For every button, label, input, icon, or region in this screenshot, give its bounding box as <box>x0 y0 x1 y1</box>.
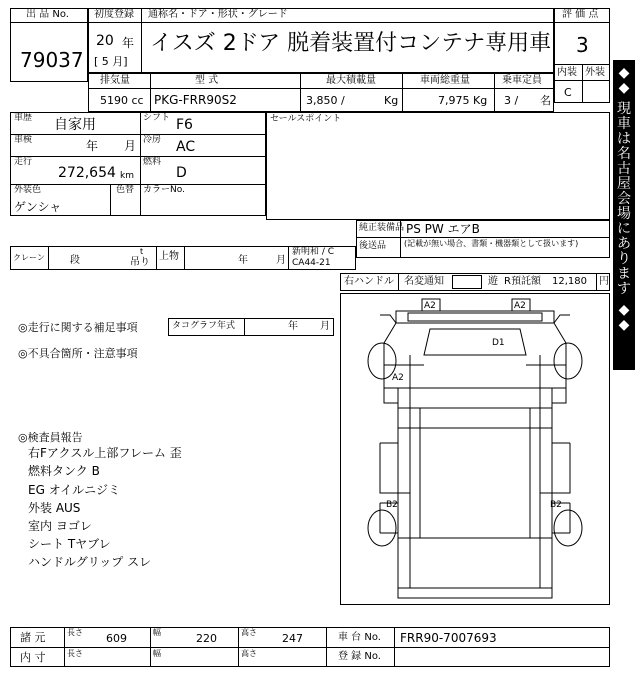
inspection-year: 年 <box>86 139 99 153</box>
interior-dims-label: 内 寸 <box>20 651 46 664</box>
banner-char: は <box>617 131 631 147</box>
sales-points-label: セールスポイント <box>270 114 342 124</box>
capacity-label: 乗車定員 <box>502 75 542 86</box>
interior-width-label: 幅 <box>153 649 161 658</box>
recycle-label: R預託額 <box>504 276 541 287</box>
inspector-item: 室内 ヨゴレ <box>28 519 92 533</box>
shift-value: F6 <box>176 117 193 133</box>
dims-label: 諸 元 <box>20 631 46 644</box>
capacity-value: 3 / <box>504 94 519 107</box>
chassis-value: FRR90-7007693 <box>400 631 497 645</box>
length-label: 長さ <box>67 628 83 637</box>
model-code-value: PKG-FRR90S2 <box>154 93 237 107</box>
steering-value: 右ハンドル <box>344 276 394 287</box>
inspection-month: 月 <box>124 139 137 153</box>
ac-label: 冷房 <box>143 135 162 145</box>
chassis-label: 車 台 No. <box>338 632 381 643</box>
lift-year: 年 <box>238 255 248 266</box>
inspector-item: 右Fアクスル上部フレーム 歪 <box>28 446 182 460</box>
location-banner <box>613 60 635 370</box>
driving-notes-label: ◎走行に関する補足事項 <box>18 321 138 334</box>
history-value: 自家用 <box>54 117 96 133</box>
banner-char: ま <box>617 266 631 282</box>
recycle-unit: 円 <box>599 276 609 287</box>
damage-mark: A2 <box>424 301 436 311</box>
color-value: ゲンシャ <box>14 200 62 214</box>
reg-no-label: 登 録 No. <box>338 651 381 662</box>
equipment-label: 純正装備品 <box>359 223 405 233</box>
score-label: 評 価 点 <box>562 9 599 20</box>
name-change-field <box>452 275 482 289</box>
height-label: 高さ <box>241 628 257 637</box>
reg-month: [ 5 月] <box>94 55 128 68</box>
fuel-label: 燃料 <box>143 157 162 167</box>
ac-value: AC <box>176 139 196 155</box>
max-load-label: 最大積載量 <box>326 75 376 86</box>
height-value: 247 <box>282 632 303 645</box>
crane-label: クレーン <box>13 253 45 262</box>
interior-grade: C <box>564 86 572 99</box>
truck-top-view-diagram <box>340 293 610 605</box>
banner-char: 場 <box>617 206 631 222</box>
gross-weight-label: 車両総重量 <box>420 75 470 86</box>
damage-mark: A2 <box>514 301 526 311</box>
inspector-item: シート Tヤブレ <box>28 537 111 551</box>
exterior-label: 外装 <box>585 67 605 78</box>
banner-char: ◆ <box>618 65 630 81</box>
aftermarket-label: 後送品 <box>359 241 387 251</box>
banner-char: あ <box>617 236 631 252</box>
fuel-value: D <box>176 165 187 181</box>
displacement-value: 5190 cc <box>100 94 144 107</box>
tacho-label: タコグラフ年式 <box>172 321 236 331</box>
banner-char: り <box>617 251 631 267</box>
lot-no-label: 出 品 No. <box>26 9 69 20</box>
lift-label: 上物 <box>159 251 179 262</box>
mileage-label: 走行 <box>14 157 33 167</box>
shift-label: シフト <box>143 113 171 123</box>
damage-mark: D1 <box>492 338 505 348</box>
banner-char: 会 <box>617 191 631 207</box>
capacity-unit: 名 <box>540 94 551 107</box>
reg-year-unit: 年 <box>122 36 135 50</box>
vehicle-name: イスズ 2ドア 脱着装置付コンテナ専用車 <box>150 31 552 56</box>
transfer-label: 遊 <box>488 276 498 287</box>
banner-char: 屋 <box>617 176 631 192</box>
lot-no-value: 79037 <box>20 48 84 72</box>
mileage-unit: km <box>120 171 134 181</box>
inspection-label: 車検 <box>14 135 33 145</box>
interior-height-label: 高さ <box>241 649 257 658</box>
damage-mark: B2 <box>550 500 562 510</box>
gross-weight-value: 7,975 Kg <box>438 94 488 107</box>
recycle-amount: 12,180 <box>552 276 587 287</box>
color-label: 外装色 <box>14 185 42 195</box>
sales-points-box <box>266 112 610 220</box>
damage-mark: A2 <box>392 373 404 383</box>
inspector-item: ハンドルグリップ スレ <box>28 555 152 569</box>
interior-label: 内装 <box>557 67 577 78</box>
aftermarket-note: (記載が無い場合、書類・機器類として扱います) <box>404 239 579 248</box>
mileage-value: 272,654 <box>58 165 116 181</box>
width-label: 幅 <box>153 628 161 637</box>
banner-char: ◆ <box>618 80 630 96</box>
banner-char: す <box>617 281 631 297</box>
crane-hook: 吊り <box>130 257 150 268</box>
displacement-label: 排気量 <box>100 75 130 86</box>
banner-char: ◆ <box>618 302 630 318</box>
lift-month: 月 <box>276 255 286 266</box>
model-code-label: 型 式 <box>195 75 219 86</box>
tacho-year: 年 <box>288 321 298 332</box>
model-label: 通称名・ドア・形状・グレード <box>148 9 288 20</box>
width-value: 220 <box>196 632 217 645</box>
banner-char: 現 <box>617 101 631 117</box>
crane-stage: 段 <box>70 255 80 266</box>
lift-model: CA44-21 <box>292 258 331 268</box>
banner-char: に <box>617 221 631 237</box>
equipment-value: PS PW エアB <box>406 222 480 236</box>
max-load-unit: Kg <box>384 94 399 107</box>
history-label: 車歴 <box>14 113 33 123</box>
first-reg-label: 初度登録 <box>94 9 134 20</box>
banner-char: 車 <box>617 116 631 132</box>
name-change-label: 名変通知 <box>404 276 444 287</box>
banner-char: ◆ <box>618 317 630 333</box>
score-value: 3 <box>576 33 589 57</box>
damage-mark: B2 <box>386 500 398 510</box>
color-no-field: カラーNo. <box>143 185 185 195</box>
lift-maker: 新明和 / C <box>292 247 335 257</box>
interior-length-label: 長さ <box>67 649 83 658</box>
max-load-value: 3,850 / <box>306 94 345 107</box>
inspector-item: 外装 AUS <box>28 501 81 515</box>
length-value: 609 <box>106 632 127 645</box>
inspector-item: EG オイルニジミ <box>28 483 121 497</box>
tacho-month: 月 <box>320 321 330 332</box>
banner-char: 名 <box>617 146 631 162</box>
inspector-item: 燃料タンク B <box>28 464 100 478</box>
reg-year: 20 <box>96 33 114 49</box>
crane-ton: t <box>140 247 144 256</box>
defects-label: ◎不具合箇所・注意事項 <box>18 347 138 360</box>
inspector-report-label: ◎検査員報告 <box>18 431 83 444</box>
banner-char: 古 <box>617 161 631 177</box>
color-change-label: 色替 <box>116 185 135 195</box>
